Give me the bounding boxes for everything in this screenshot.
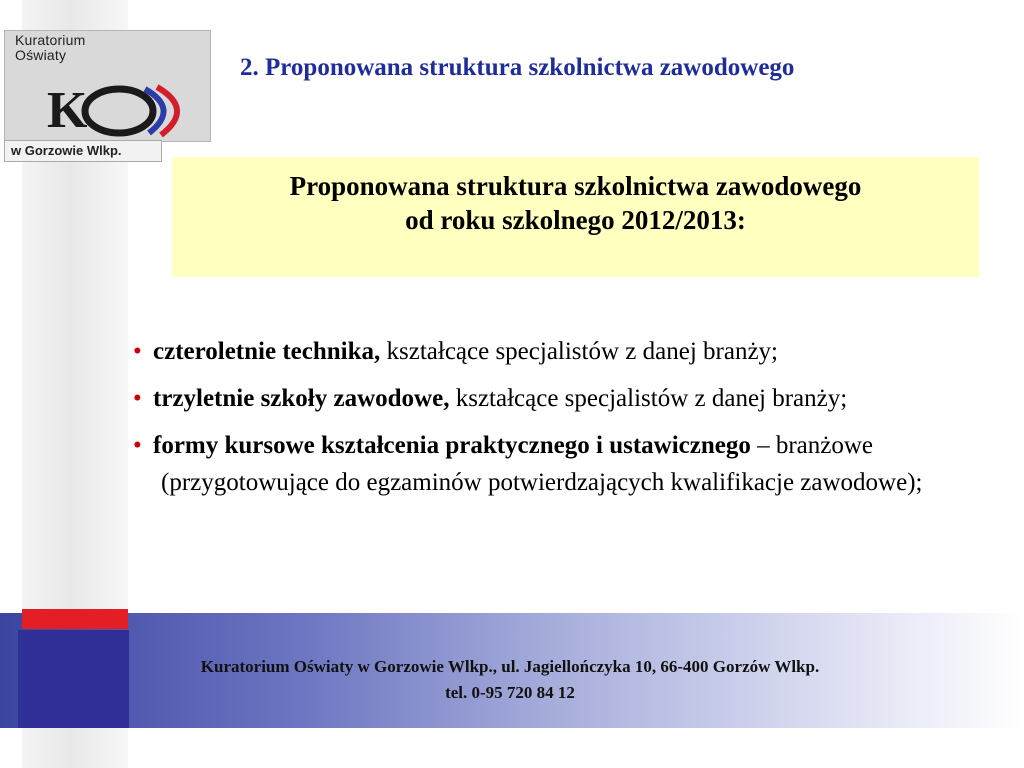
footer-red-accent [22, 609, 128, 629]
item-bold: trzyletnie szkoły zawodowe, [153, 385, 450, 412]
highlight-line1: Proponowana struktura szkolnictwa zawodowego [289, 171, 862, 201]
bullet-icon: • [133, 338, 142, 365]
item-text: kształcące specjalistów z danej branży; [380, 338, 778, 365]
bullet-icon: • [133, 385, 142, 412]
list-item [133, 427, 1021, 501]
bullet-icon: • [133, 432, 142, 459]
svg-text:K: K [47, 82, 88, 139]
item-bold: czteroletnie technika, [153, 338, 381, 365]
footer-line1: Kuratorium Oświaty w Gorzowie Wlkp., ul. Jagiellończyka 10, 66-400 Gorzów Wlkp. [200, 657, 820, 676]
item-text: – branżowe (przygotowujące do egzaminów potwierdzających kwalifikacje zawodowe); [161, 432, 923, 496]
item-bold: formy kursowe kształcenia praktycznego i ustawicznego [153, 432, 751, 459]
footer-address [130, 654, 890, 706]
logo-panel [4, 30, 211, 142]
list-item [133, 333, 1021, 370]
logo-line2: Oświaty [15, 47, 67, 63]
kuratorium-logo [4, 30, 211, 160]
logo-line1: Kuratorium [15, 32, 86, 48]
bullet-list [133, 333, 1021, 511]
highlight-line2: od roku szkolnego 2012/2013: [405, 205, 746, 235]
ko-emblem-icon [45, 79, 205, 139]
highlight-box [172, 157, 979, 277]
logo-text [15, 33, 85, 63]
list-item [133, 380, 1021, 417]
footer-blue-accent [18, 630, 129, 728]
footer-line2: tel. 0-95 720 84 12 [445, 683, 575, 702]
logo-caption: w Gorzowie Wlkp. [4, 140, 162, 162]
item-text: kształcące specjalistów z danej branży; [449, 385, 848, 412]
slide-title: 2. Proponowana struktura szkolnictwa zawodowego [240, 54, 795, 81]
